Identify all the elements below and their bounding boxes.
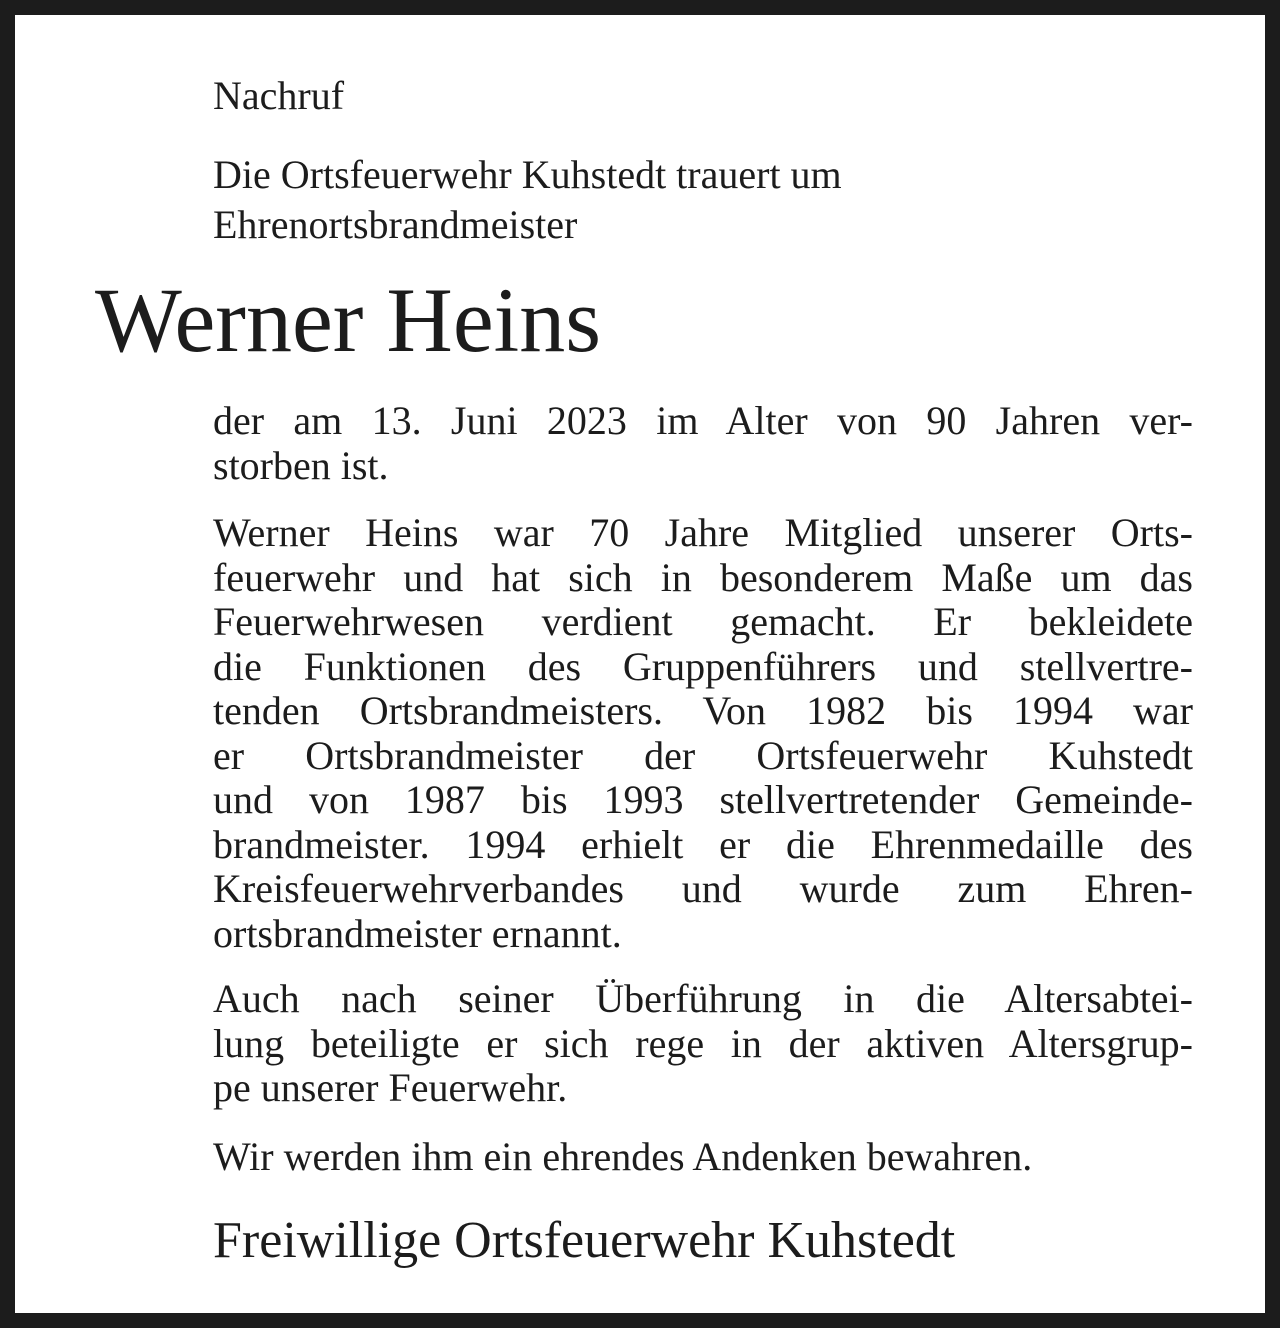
notice-intro	[213, 150, 1203, 250]
obituary-notice	[15, 15, 1265, 1313]
notice-heading: Nachruf	[213, 73, 345, 118]
paragraph-biography	[213, 511, 1193, 956]
text-line: lung beteiligte er sich rege in der aktiven Altersgrup-	[213, 1020, 1193, 1066]
text-line: der am 13. Juni 2023 im Alter von 90 Jahren ver-	[213, 398, 1193, 443]
text-line: tenden Ortsbrandmeisters. Von 1982 bis 1994 war	[213, 688, 1193, 733]
text-line: Werner Heins war 70 Jahre Mitglied unserer Orts-	[213, 510, 1193, 555]
text-line: ortsbrandmeister ernannt.	[213, 910, 622, 956]
text-line: feuerwehr und hat sich in besonderem Maße um das	[213, 554, 1193, 600]
text-line: Feuerwehrwesen verdient gemacht. Er bekleidete	[213, 599, 1193, 644]
text-line: und von 1987 bis 1993 stellvertretender Gemeinde-	[213, 777, 1193, 822]
text-line: Wir werden ihm ein ehrendes Andenken bewahren.	[213, 1134, 1033, 1179]
text-line: brandmeister. 1994 erhielt er die Ehrenmedaille des	[213, 821, 1193, 867]
paragraph-remembrance	[213, 1135, 1193, 1180]
text-line: Auch nach seiner Überführung in die Altersabtei-	[213, 976, 1193, 1021]
text-line: storben ist.	[213, 442, 389, 488]
signature: Freiwillige Ortsfeuerwehr Kuhstedt	[213, 1212, 956, 1269]
text-line: die Funktionen des Gruppenführers und stellvertre-	[213, 643, 1193, 689]
intro-line: Ehrenortsbrandmeister	[213, 202, 578, 247]
deceased-name: Werner Heins	[95, 269, 602, 371]
text-line: er Ortsbrandmeister der Ortsfeuerwehr Kuhstedt	[213, 732, 1193, 778]
text-line: Kreisfeuerwehrverbandes und wurde zum Ehren-	[213, 866, 1193, 911]
text-line: pe unserer Feuerwehr.	[213, 1065, 568, 1110]
paragraph-death-date	[213, 399, 1193, 488]
paragraph-retirement	[213, 977, 1193, 1111]
intro-line: Die Ortsfeuerwehr Kuhstedt trauert um	[213, 152, 842, 197]
